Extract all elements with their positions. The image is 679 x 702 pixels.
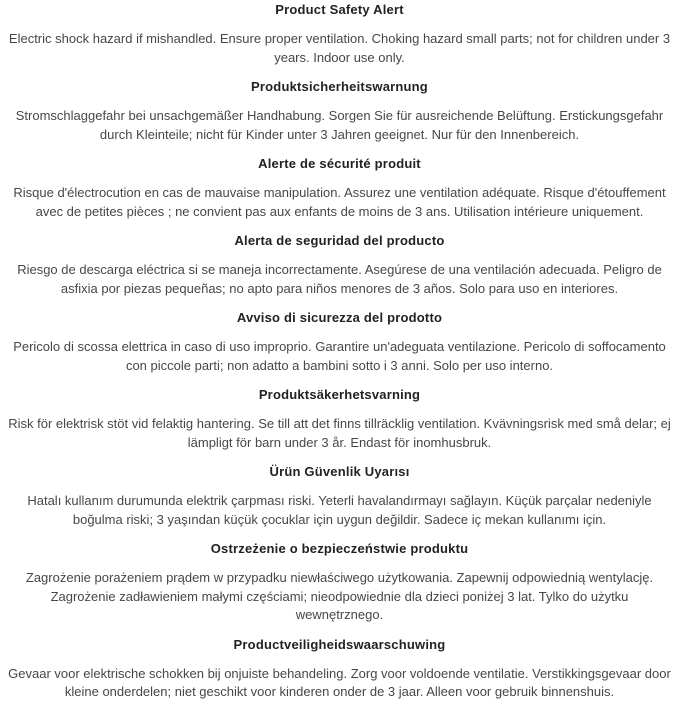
safety-alert-body-text: Risque d'électrocution en cas de mauvaise manipulation. Assurez une ventilation adéquate. Risque d'étouffement avec de petites pièces ; ne convient pas aux enfants de moins de 3 ans. Utilisation intérieure uniquement.: [13, 185, 666, 219]
safety-alert-section: [7, 637, 672, 702]
safety-alert-section: [7, 387, 672, 452]
safety-alert-section: [7, 2, 672, 67]
safety-alert-heading: Ürün Güvenlik Uyarısı: [269, 464, 410, 479]
safety-alert-body-text: Stromschlaggefahr bei unsachgemäßer Handhabung. Sorgen Sie für ausreichende Belüftung. Erstickungsgefahr durch Kleinteile; nicht für Kinder unter 3 Jahren geeignet. Nur für den Innenbereich.: [15, 108, 664, 142]
safety-alert-heading: Product Safety Alert: [275, 2, 404, 17]
safety-alert-body-text: Hatalı kullanım durumunda elektrik çarpması riski. Yeterli havalandırmayı sağlayın. Küçük parçalar nedeniyle boğulma riski; 3 yaşından küçük çocuklar için uygun değildir. Sadece iç mekan kullanımı için.: [27, 493, 652, 527]
safety-alert-heading: Avviso di sicurezza del prodotto: [236, 310, 443, 325]
safety-alert-body-text: Risk för elektrisk stöt vid felaktig hantering. Se till att det finns tillräcklig ventilation. Kvävningsrisk med små delar; ej lämpligt för barn under 3 år. Endast för inomhusbruk.: [8, 416, 671, 450]
safety-alert-section: [7, 156, 672, 221]
safety-alert-heading: Alerte de sécurité produit: [258, 156, 421, 171]
safety-alert-heading: Alerta de seguridad del producto: [234, 233, 445, 248]
safety-alert-section: [7, 464, 672, 529]
safety-alert-body-text: Electric shock hazard if mishandled. Ensure proper ventilation. Choking hazard small parts; not for children under 3 years. Indoor use only.: [8, 31, 671, 65]
safety-alert-heading: Productveiligheidswaarschuwing: [233, 636, 446, 652]
safety-alert-section: [7, 233, 672, 298]
safety-alert-section: [7, 79, 672, 144]
safety-alert-section: [7, 310, 672, 375]
safety-alert-body-text: Pericolo di scossa elettrica in caso di uso improprio. Garantire un'adeguata ventilazione. Pericolo di soffocamento con piccole parti; non adatto a bambini sotto i 3 anni. Solo per uso interno.: [13, 339, 666, 373]
safety-alert-heading: Produktsicherheitswarnung: [251, 79, 428, 94]
safety-alert-heading: Produktsäkerhetsvarning: [258, 387, 421, 402]
safety-alert-heading: Ostrzeżenie o bezpieczeństwie produktu: [210, 541, 469, 556]
safety-alert-section: [7, 541, 672, 625]
safety-alert-body-text: Gevaar voor elektrische schokken bij onjuiste behandeling. Zorg voor voldoende ventilatie. Verstikkingsgevaar door kleine onderdelen; niet geschikt voor kinderen onder de 3 jaar. Alleen voor gebruik binnenshuis.: [8, 665, 671, 699]
safety-alert-body-text: Zagrożenie porażeniem prądem w przypadku niewłaściwego użytkowania. Zapewnij odpowiednią wentylację. Zagrożenie zadławieniem małymi częściami; nieodpowiednie dla dzieci poniżej 3 lat. Tylko do użytku wewnętrznego.: [25, 570, 654, 622]
safety-alert-body-text: Riesgo de descarga eléctrica si se maneja incorrectamente. Asegúrese de una ventilación adecuada. Peligro de asfixia por piezas pequeñas; no apto para niños menores de 3 años. Solo para uso en interiores.: [17, 262, 662, 296]
